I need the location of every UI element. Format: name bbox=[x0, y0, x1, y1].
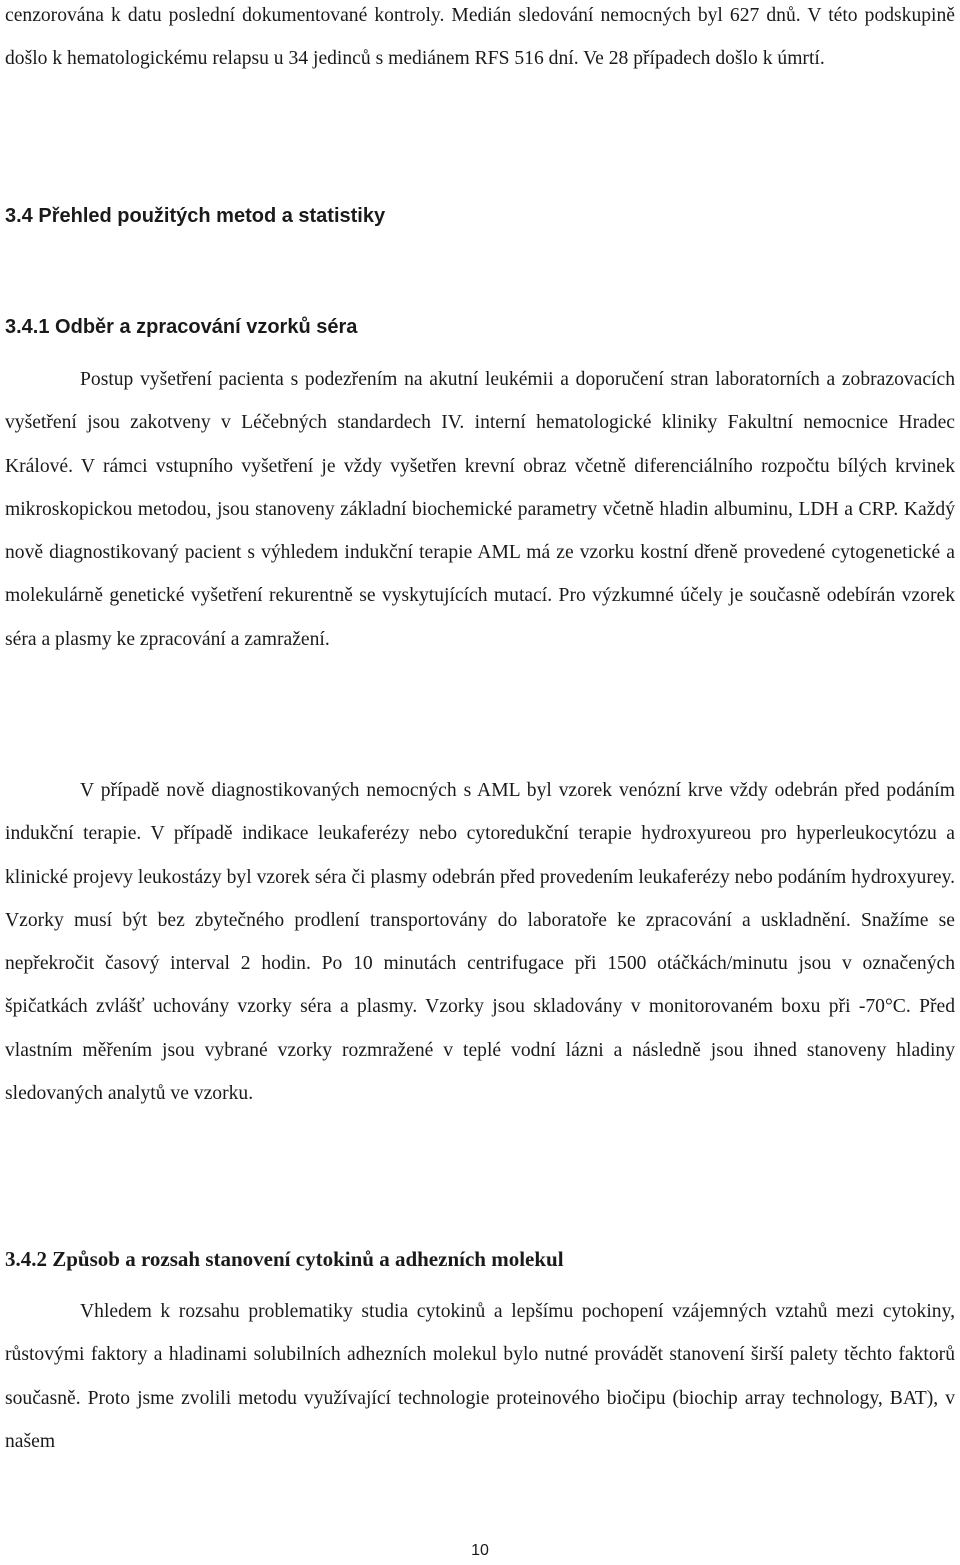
paragraph-sample-collection: Postup vyšetření pacienta s podezřením na akutní leukémii a doporučení stran laboratorních a zobrazovacích vyšetření jsou zakotveny v Léčebných standardech IV. interní hematologické kliniky Fakultní nemocnice Hradec Králové. V rámci vstupního vyšetření je vždy vyšetřen krevní obraz včetně diferenciálního rozpočtu bílých krvinek mikroskopickou metodou, jsou stanoveny základní biochemické parametry včetně hladin albuminu, LDH a CRP. Každý nově diagnostikovaný pacient s výhledem indukční terapie AML má ze vzorku kostní dřeně provedené cytogenetické a molekulárně genetické vyšetření rekurentně se vyskytujících mutací. Pro výzkumné účely je současně odebírán vzorek séra a plasmy ke zpracování a zamražení. bbox=[5, 369, 955, 650]
paragraph-cytokine-methods: Vhledem k rozsahu problematiky studia cytokinů a lepšímu pochopení vzájemných vztahů mezi cytokiny, růstovými faktory a hladinami solubilních adhezních molekul bylo nutné provádět stanovení širší palety těchto faktorů současně. Proto jsme zvolili metodu využívající technologie proteinového biočipu (biochip array technology, BAT), v našem bbox=[5, 1301, 955, 1452]
paragraph-intro: cenzorována k datu poslední dokumentované kontroly. Medián sledování nemocných byl 627 dnů. V této podskupině došlo k hematologickému relapsu u 34 jedinců s mediánem RFS 516 dní. Ve 28 případech došlo k úmrtí. bbox=[5, 5, 955, 70]
subsection-heading-3-4-2: 3.4.2 Způsob a rozsah stanovení cytokinů a adhezních molekul bbox=[5, 1247, 564, 1271]
page-number: 10 bbox=[471, 1542, 489, 1559]
paragraph-sample-processing: V případě nově diagnostikovaných nemocných s AML byl vzorek venózní krve vždy odebrán před podáním indukční terapie. V případě indikace leukaferézy nebo cytoredukční terapie hydroxyureou pro hyperleukocytózu a klinické projevy leukostázy byl vzorek séra či plasmy odebrán před provedením leukaferézy nebo podáním hydroxyurey. Vzorky musí být bez zbytečného prodlení transportovány do laboratoře ke zpracování a uskladnění. Snažíme se nepřekročit časový interval 2 hodin. Po 10 minutách centrifugace při 1500 otáčkách/minutu jsou v označených špičatkách zvlášť uchovány vzorky séra a plasmy. Vzorky jsou skladovány v monitorovaném boxu při -70°C. Před vlastním měřením jsou vybrané vzorky rozmražené v teplé vodní lázni a následně jsou ihned stanoveny hladiny sledovaných analytů ve vzorku. bbox=[5, 780, 955, 1105]
document-page bbox=[5, 0, 955, 1565]
section-heading: 3.4 Přehled použitých metod a statistiky bbox=[5, 205, 386, 227]
subsection-heading-3-4-1: 3.4.1 Odběr a zpracování vzorků séra bbox=[5, 316, 358, 338]
